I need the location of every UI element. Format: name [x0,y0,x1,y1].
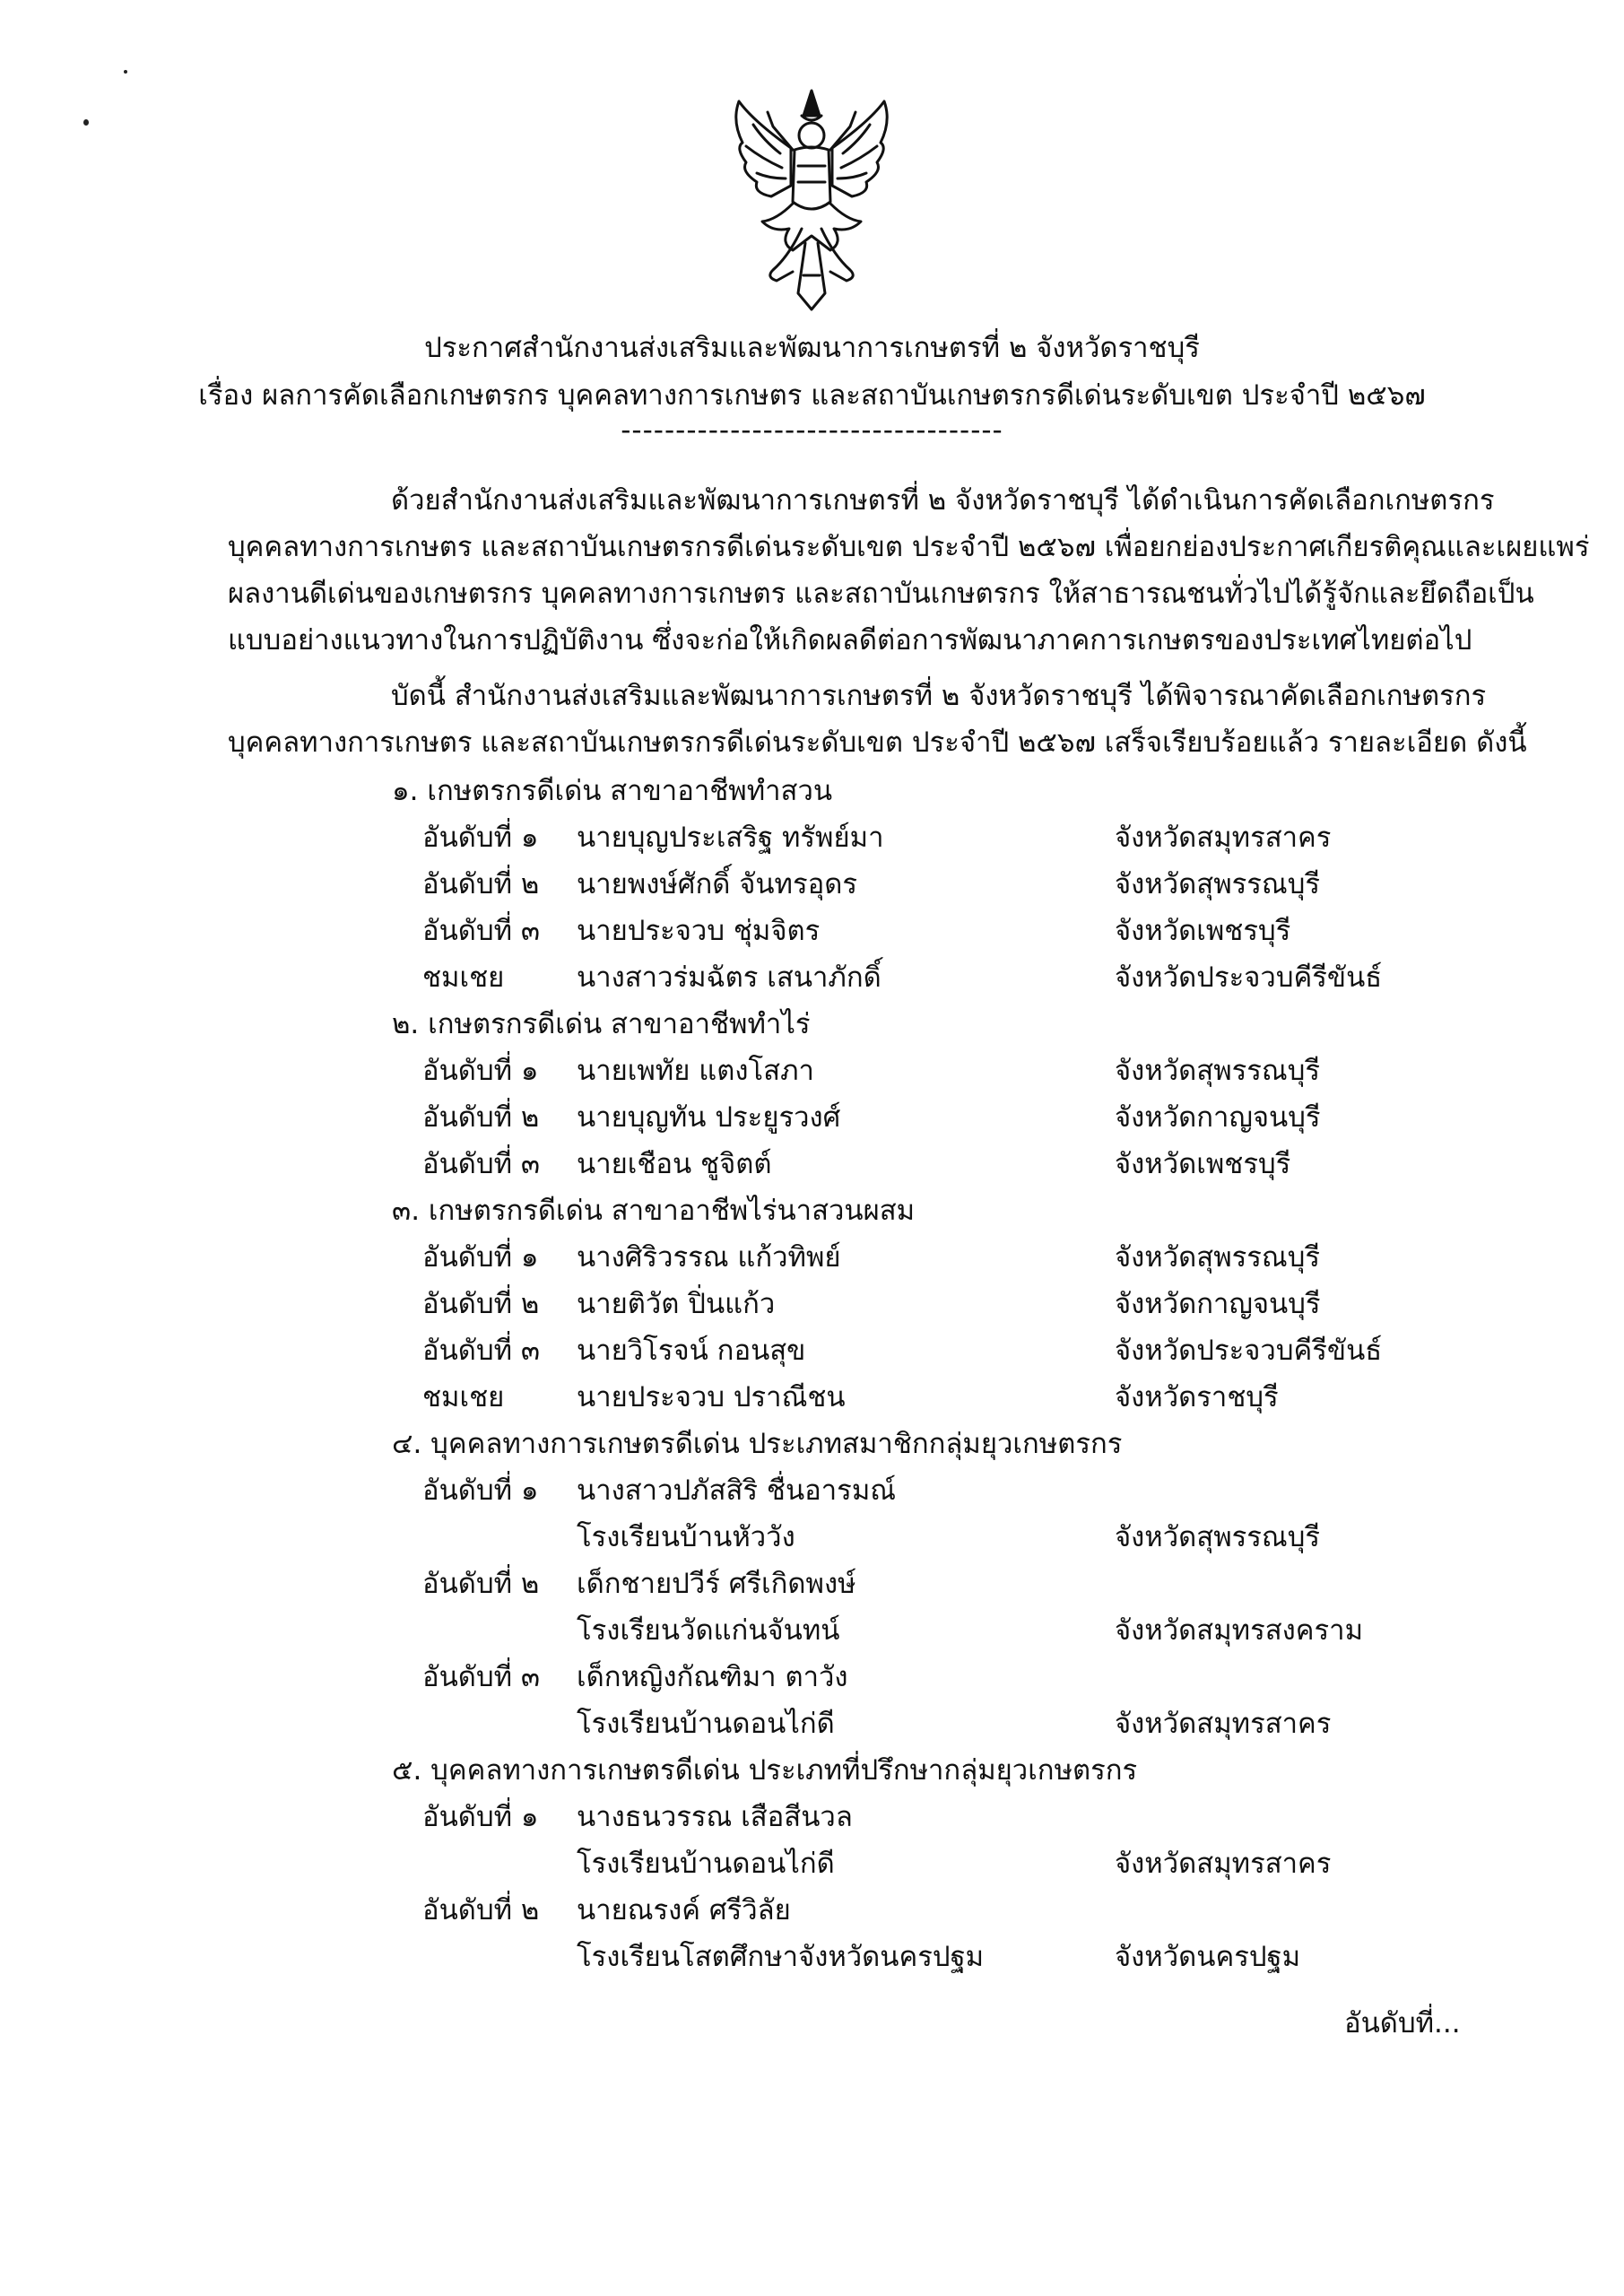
category-heading: ๓. เกษตรกรดีเด่น สาขาอาชีพไร่นาสวนผสม [392,1195,916,1227]
awardee-province: จังหวัดราชบุรี [1115,1381,1279,1413]
awardee-name: นายบุญประเสริฐ ทรัพย์มา [577,822,884,854]
awardee-province: จังหวัดสุพรรณบุรี [1115,1241,1321,1274]
announcement-title: ประกาศสำนักงานส่งเสริมและพัฒนาการเกษตรที่ ๒ จังหวัดราชบุรี [424,332,1200,364]
awardee-school: โรงเรียนบ้านดอนไก่ดี [577,1848,835,1880]
award-row [0,1327,1624,1374]
award-rank: ชมเชย [422,1381,505,1413]
awardee-school: โรงเรียนวัดแก่นจันทน์ [577,1614,840,1647]
paragraph-line: บุคคลทางการเกษตร และสถาบันเกษตรกรดีเด่นระดับเขต ประจำปี ๒๕๖๗ เสร็จเรียบร้อยแล้ว รายละเอียด ดังนี้ [228,726,1527,759]
category-heading: ๑. เกษตรกรดีเด่น สาขาอาชีพทำสวน [392,775,833,807]
award-row [0,1094,1624,1141]
award-row [0,1234,1624,1281]
awardee-name: นายวิโรจน์ กอนสุข [577,1335,806,1367]
awardee-school: โรงเรียนบ้านหัววัง [577,1521,795,1553]
awardee-province: จังหวัดสมุทรสาคร [1115,822,1332,854]
award-rank: อันดับที่ ๒ [422,1568,540,1600]
awardee-school: โรงเรียนโสตศึกษาจังหวัดนครปฐม [577,1941,985,1973]
result-paragraph [228,673,1527,766]
awardee-province: จังหวัดประจวบคีรีขันธ์ [1115,961,1383,994]
awardee-province: จังหวัดสมุทรสาคร [1115,1848,1332,1880]
intro-paragraph [228,477,1590,664]
award-rank: อันดับที่ ๑ [422,1474,539,1507]
award-rank: อันดับที่ ๑ [422,1241,539,1274]
award-rank: ชมเชย [422,961,505,994]
awardee-province: จังหวัดสุพรรณบุรี [1115,868,1321,900]
award-school-row [0,1934,1624,1980]
award-row [0,908,1624,954]
award-rank: อันดับที่ ๑ [422,822,539,854]
award-rank: อันดับที่ ๓ [422,1335,541,1367]
category-heading: ๒. เกษตรกรดีเด่น สาขาอาชีพทำไร่ [392,1008,811,1040]
awardee-name: นายบุญทัน ประยูรวงศ์ [577,1101,841,1134]
awardee-province: จังหวัดกาญจนบุรี [1115,1288,1321,1320]
award-row [0,1794,1624,1840]
award-school-row [0,1700,1624,1747]
awardee-name: นายเพทัย แตงโสภา [577,1055,814,1087]
award-row [0,1561,1624,1607]
award-school-row [0,1607,1624,1654]
awardee-name: เด็กชายปวีร์ ศรีเกิดพงษ์ [577,1568,856,1600]
header-divider: ----------------------------------- [621,414,1003,447]
announcement-subject: เรื่อง ผลการคัดเลือกเกษตรกร บุคคลทางการเกษตร และสถาบันเกษตรกรดีเด่นระดับเขต ประจำปี ๒๕๖๗ [198,379,1426,412]
scan-speck [83,119,89,126]
award-row [0,954,1624,1001]
awardee-name: นายเชือน ชูจิตต์ [577,1148,772,1180]
awardee-name: นายพงษ์ศักดิ์ จันทรอุดร [577,868,858,900]
award-rank: อันดับที่ ๒ [422,1288,540,1320]
award-row [0,1467,1624,1514]
paragraph-line: แบบอย่างแนวทางในการปฏิบัติงาน ซึ่งจะก่อให้เกิดผลดีต่อการพัฒนาภาคการเกษตรของประเทศไทยต่อไป [228,624,1472,657]
awardee-province: จังหวัดสุพรรณบุรี [1115,1055,1321,1087]
category-heading: ๕. บุคคลทางการเกษตรดีเด่น ประเภทที่ปรึกษากลุ่มยุวเกษตรกร [392,1754,1138,1787]
awardee-province: จังหวัดสมุทรสาคร [1115,1708,1332,1740]
awardee-name: นางธนวรรณ เสือสีนวล [577,1801,853,1833]
awardee-name: นายณรงค์ ศรีวิลัย [577,1894,791,1926]
paragraph-line: บัดนี้ สำนักงานส่งเสริมและพัฒนาการเกษตรที่ ๒ จังหวัดราชบุรี ได้พิจารณาคัดเลือกเกษตรกร [391,680,1487,712]
award-row [0,814,1624,861]
awardee-province: จังหวัดเพชรบุรี [1115,915,1291,947]
awardee-province: จังหวัดสมุทรสงคราม [1115,1614,1364,1647]
continuation-marker: อันดับที่... [1344,2007,1461,2039]
awardee-province: จังหวัดประจวบคีรีขันธ์ [1115,1335,1383,1367]
category-heading: ๔. บุคคลทางการเกษตรดีเด่น ประเภทสมาชิกกลุ่มยุวเกษตรกร [392,1428,1123,1460]
award-rank: อันดับที่ ๓ [422,1661,541,1693]
awardee-name: นางสาวปภัสสิริ ชื่นอารมณ์ [577,1474,897,1507]
garuda-emblem-icon [726,85,897,314]
award-row [0,1281,1624,1327]
awardee-name: นายติวัต ปิ่นแก้ว [577,1288,776,1320]
awardee-province: จังหวัดกาญจนบุรี [1115,1101,1321,1134]
award-rank: อันดับที่ ๓ [422,1148,541,1180]
award-row [0,861,1624,908]
award-school-row [0,1514,1624,1561]
award-row [0,1374,1624,1421]
paragraph-line: ผลงานดีเด่นของเกษตรกร บุคคลทางการเกษตร และสถาบันเกษตรกร ให้สาธารณชนทั่วไปได้รู้จักและยึดถือเป็น [228,578,1534,610]
paragraph-line: ด้วยสำนักงานส่งเสริมและพัฒนาการเกษตรที่ ๒ จังหวัดราชบุรี ได้ดำเนินการคัดเลือกเกษตรกร [391,484,1495,517]
award-row [0,1141,1624,1187]
award-school-row [0,1840,1624,1887]
award-rank: อันดับที่ ๑ [422,1801,539,1833]
award-row [0,1887,1624,1934]
award-rank: อันดับที่ ๒ [422,1101,540,1134]
award-rank: อันดับที่ ๑ [422,1055,539,1087]
awardee-name: นายประจวบ ปราณีชน [577,1381,846,1413]
scan-speck [124,70,127,74]
awardee-name: นางศิริวรรณ แก้วทิพย์ [577,1241,841,1274]
award-rank: อันดับที่ ๒ [422,1894,540,1926]
award-row [0,1654,1624,1700]
awardee-province: จังหวัดเพชรบุรี [1115,1148,1291,1180]
award-row [0,1048,1624,1094]
awardee-province: จังหวัดนครปฐม [1115,1941,1301,1973]
award-rank: อันดับที่ ๒ [422,868,540,900]
awardee-name: นางสาวร่มฉัตร เสนาภักดิ์ [577,961,881,994]
award-rank: อันดับที่ ๓ [422,915,541,947]
awardee-school: โรงเรียนบ้านดอนไก่ดี [577,1708,835,1740]
awardee-name: นายประจวบ ชุ่มจิตร [577,915,821,947]
awardee-province: จังหวัดสุพรรณบุรี [1115,1521,1321,1553]
paragraph-line: บุคคลทางการเกษตร และสถาบันเกษตรกรดีเด่นระดับเขต ประจำปี ๒๕๖๗ เพื่อยกย่องประกาศเกียรติคุณและเผยแพร่ [228,531,1590,563]
awardee-name: เด็กหญิงกัณฑิมา ตาวัง [577,1661,848,1693]
